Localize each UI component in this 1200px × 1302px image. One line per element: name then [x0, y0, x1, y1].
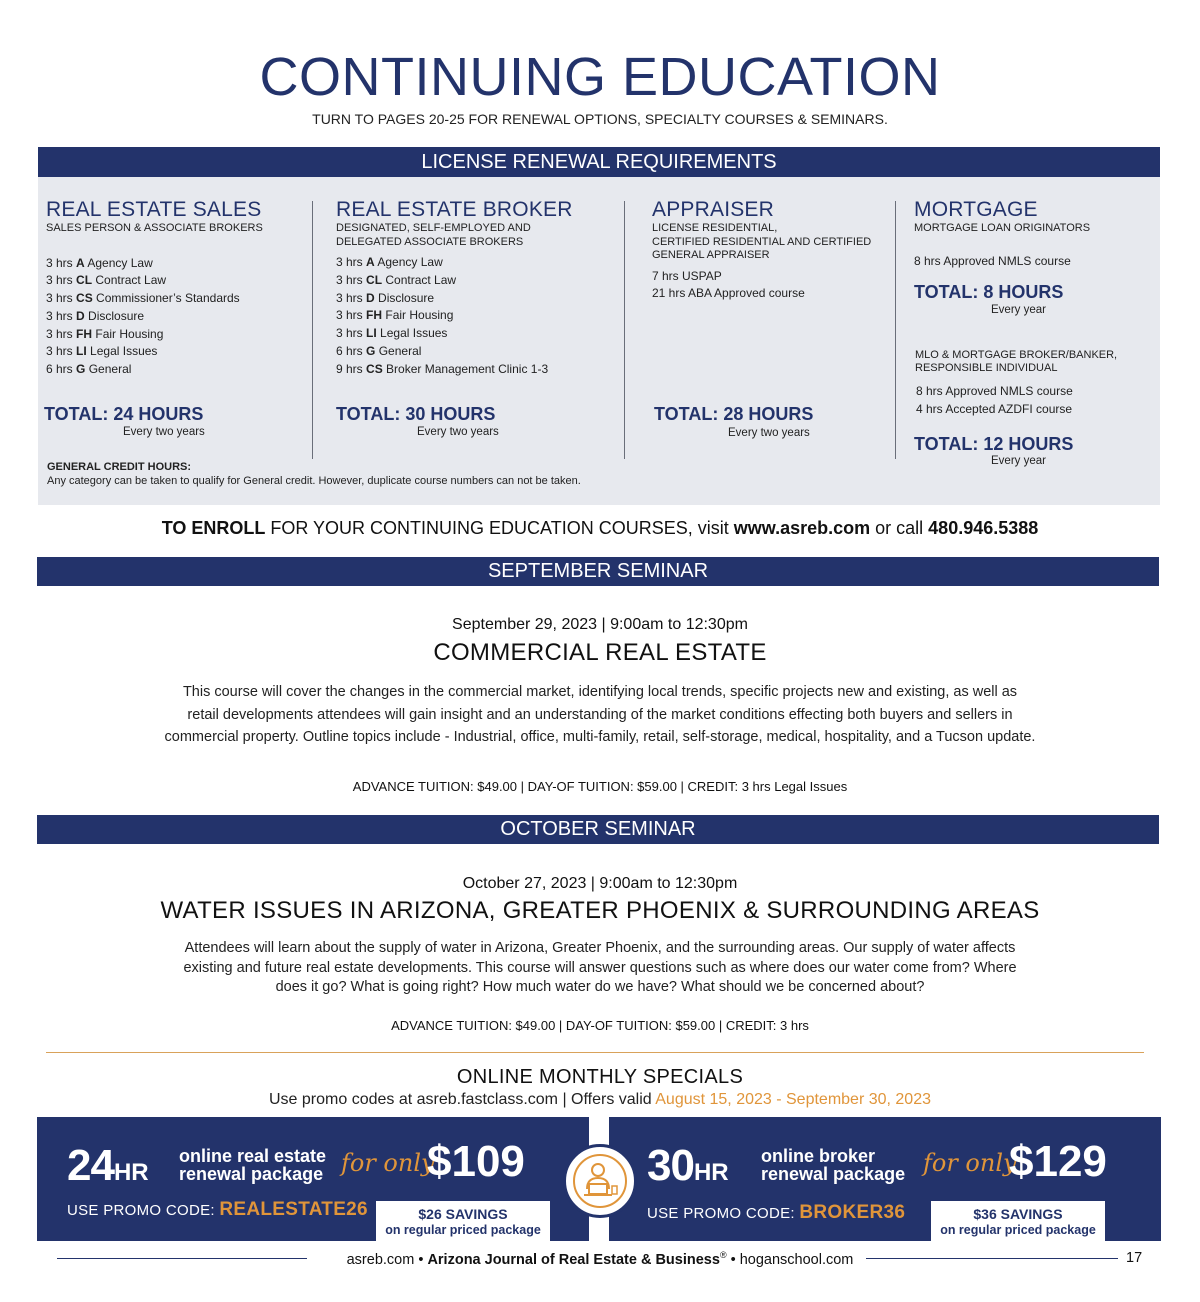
phone-number: 480.946.5388 — [928, 518, 1039, 538]
september-seminar-heading: SEPTEMBER SEMINAR — [37, 557, 1159, 586]
broker-item: 9 hrs CS Broker Management Clinic 1-3 — [336, 361, 549, 376]
footer: asreb.com • Arizona Journal of Real Estate & Business® • hoganschool.com — [346, 1250, 854, 1268]
promo-savings: $36 SAVINGS on regular priced package — [931, 1201, 1105, 1241]
sales-title: REAL ESTATE SALES — [46, 198, 262, 221]
mortgage-column — [914, 199, 1090, 270]
column-divider — [624, 201, 625, 459]
sales-item: 3 hrs CS Commissioner’s Standards — [46, 291, 240, 306]
september-tuition: ADVANCE TUITION: $49.00 | DAY-OF TUITION: $59.00 | CREDIT: 3 hrs Legal Issues — [352, 779, 848, 794]
appraiser-item: 7 hrs USPAP — [652, 268, 722, 283]
appraiser-frequency: Every two years — [728, 427, 810, 439]
license-renewal-panel — [38, 147, 1160, 505]
page-subtitle: TURN TO PAGES 20-25 FOR RENEWAL OPTIONS, SPECIALTY COURSES & SEMINARS. — [312, 111, 888, 127]
promo-package-name: online real estate renewal package — [179, 1146, 327, 1184]
promo-hours: 30HR — [647, 1141, 729, 1190]
mortgage-item-2: 8 hrs Approved NMLS course — [916, 384, 1073, 398]
specials-title: ONLINE MONTHLY SPECIALS — [456, 1066, 744, 1088]
sales-total: TOTAL: 24 HOURS — [44, 404, 204, 424]
mortgage-frequency-1: Every year — [991, 304, 1046, 316]
broker-title: REAL ESTATE BROKER — [336, 198, 573, 221]
september-description: This course will cover the changes in the commercial market, identifying local trends, specific projects new and existing, as well as retail developments attendees will gain insight and an understanding of the market conditions effecting both buyers and sellers in commercial property. Outline topics include - Industrial, office, multi-family, retail, self-storage, medical, hospitality, and a Tucson update. — [164, 684, 1036, 745]
october-date: October 27, 2023 | 9:00am to 12:30pm — [462, 875, 738, 892]
october-tuition: ADVANCE TUITION: $49.00 | DAY-OF TUITION: $59.00 | CREDIT: 3 hrs — [391, 1018, 809, 1033]
broker-item: 6 hrs G General — [336, 343, 422, 358]
broker-item: 3 hrs CL Contract Law — [336, 272, 457, 287]
sales-column — [46, 199, 263, 379]
page-number: 17 — [1126, 1250, 1143, 1266]
sales-item: 6 hrs G General — [46, 362, 132, 377]
promo-real-estate[interactable] — [37, 1117, 589, 1241]
mortgage-frequency-2: Every year — [991, 455, 1046, 467]
sales-item: 3 hrs A Agency Law — [46, 255, 153, 270]
promo-code: USE PROMO CODE: REALESTATE26 — [67, 1199, 368, 1220]
sales-item: 3 hrs FH Fair Housing — [46, 326, 164, 341]
broker-item: 3 hrs D Disclosure — [336, 290, 435, 305]
sales-item: 3 hrs LI Legal Issues — [46, 344, 158, 359]
column-divider — [895, 201, 896, 459]
mortgage-item-3: 4 hrs Accepted AZDFI course — [916, 402, 1073, 416]
promo-package-name: online broker renewal package — [761, 1146, 906, 1184]
september-course-title: COMMERCIAL REAL ESTATE — [433, 639, 767, 666]
october-description: Attendees will learn about the supply of water in Arizona, Greater Phoenix, and the surrounding areas. Our supply of water affects existing and future real estate developments. This course will answer questions such as where does our water come from? Where does it go? What is going right? How much water do we have? What should we be concerned about? — [183, 940, 1017, 995]
column-divider — [312, 201, 313, 459]
general-credit-body: Any category can be taken to qualify for General credit. However, duplicate course numbers can not be taken. — [47, 475, 581, 487]
mortgage-total-1: TOTAL: 8 HOURS — [914, 282, 1064, 302]
broker-item: 3 hrs A Agency Law — [336, 255, 443, 269]
promo-savings: $26 SAVINGS on regular priced package — [376, 1201, 550, 1241]
mortgage-subtitle: MORTGAGE LOAN ORIGINATORS — [914, 222, 1091, 234]
broker-column — [336, 199, 573, 379]
promo-price: $129 — [1009, 1137, 1107, 1186]
promo-code: USE PROMO CODE: BROKER36 — [647, 1202, 906, 1223]
broker-item: 3 hrs FH Fair Housing — [336, 308, 454, 323]
appraiser-subtitle-3: GENERAL APPRAISER — [652, 249, 770, 261]
appraiser-subtitle-1: LICENSE RESIDENTIAL, — [652, 222, 778, 234]
appraiser-subtitle-2: CERTIFIED RESIDENTIAL AND CERTIFIED — [652, 235, 872, 248]
broker-total: TOTAL: 30 HOURS — [336, 404, 496, 424]
sales-item: 3 hrs CL Contract Law — [46, 273, 167, 288]
appraiser-item: 21 hrs ABA Approved course — [652, 286, 805, 301]
broker-frequency: Every two years — [417, 426, 499, 438]
october-seminar-heading: OCTOBER SEMINAR — [37, 815, 1159, 844]
broker-subtitle-1: DESIGNATED, SELF-EMPLOYED AND — [336, 222, 531, 234]
mortgage-title: MORTGAGE — [914, 198, 1038, 221]
promo-price: $109 — [427, 1137, 525, 1186]
promo-for-only: for only — [923, 1149, 1017, 1177]
specials-subtitle: Use promo codes at asreb.fastclass.com | Offers valid August 15, 2023 - September 30, 2023 — [269, 1091, 931, 1108]
sales-frequency: Every two years — [123, 426, 205, 438]
person-at-laptop-icon — [563, 1144, 637, 1218]
appraiser-column — [652, 199, 871, 303]
appraiser-title: APPRAISER — [652, 198, 775, 221]
sales-item: 3 hrs D Disclosure — [46, 308, 145, 323]
october-course-title: WATER ISSUES IN ARIZONA, GREATER PHOENIX & SURROUNDING AREAS — [160, 897, 1040, 924]
appraiser-total: TOTAL: 28 HOURS — [654, 404, 814, 424]
mortgage-subtitle-2b: RESPONSIBLE INDIVIDUAL — [915, 362, 1058, 374]
broker-subtitle-2: DELEGATED ASSOCIATE BROKERS — [336, 235, 524, 248]
september-date: September 29, 2023 | 9:00am to 12:30pm — [452, 616, 748, 633]
sales-subtitle: SALES PERSON & ASSOCIATE BROKERS — [46, 222, 263, 234]
website-link[interactable]: www.asreb.com — [733, 518, 871, 538]
enroll-line: TO ENROLL FOR YOUR CONTINUING EDUCATION COURSES, visit www.asreb.com or call 480.946.5388 — [161, 518, 1039, 538]
promo-broker[interactable] — [609, 1117, 1161, 1241]
divider — [46, 1052, 1144, 1053]
mortgage-total-2: TOTAL: 12 HOURS — [914, 434, 1074, 454]
mortgage-subtitle-2a: MLO & MORTGAGE BROKER/BANKER, — [915, 349, 1118, 361]
license-renewal-heading: LICENSE RENEWAL REQUIREMENTS — [38, 147, 1160, 177]
mortgage-item: 8 hrs Approved NMLS course — [914, 253, 1071, 268]
promo-hours: 24HR — [67, 1141, 149, 1190]
broker-item: 3 hrs LI Legal Issues — [336, 326, 448, 341]
page-title: CONTINUING EDUCATION — [259, 47, 941, 107]
promo-for-only: for only — [341, 1149, 435, 1177]
general-credit-title: GENERAL CREDIT HOURS: — [47, 461, 192, 473]
specials-dates: August 15, 2023 - September 30, 2023 — [655, 1091, 931, 1108]
